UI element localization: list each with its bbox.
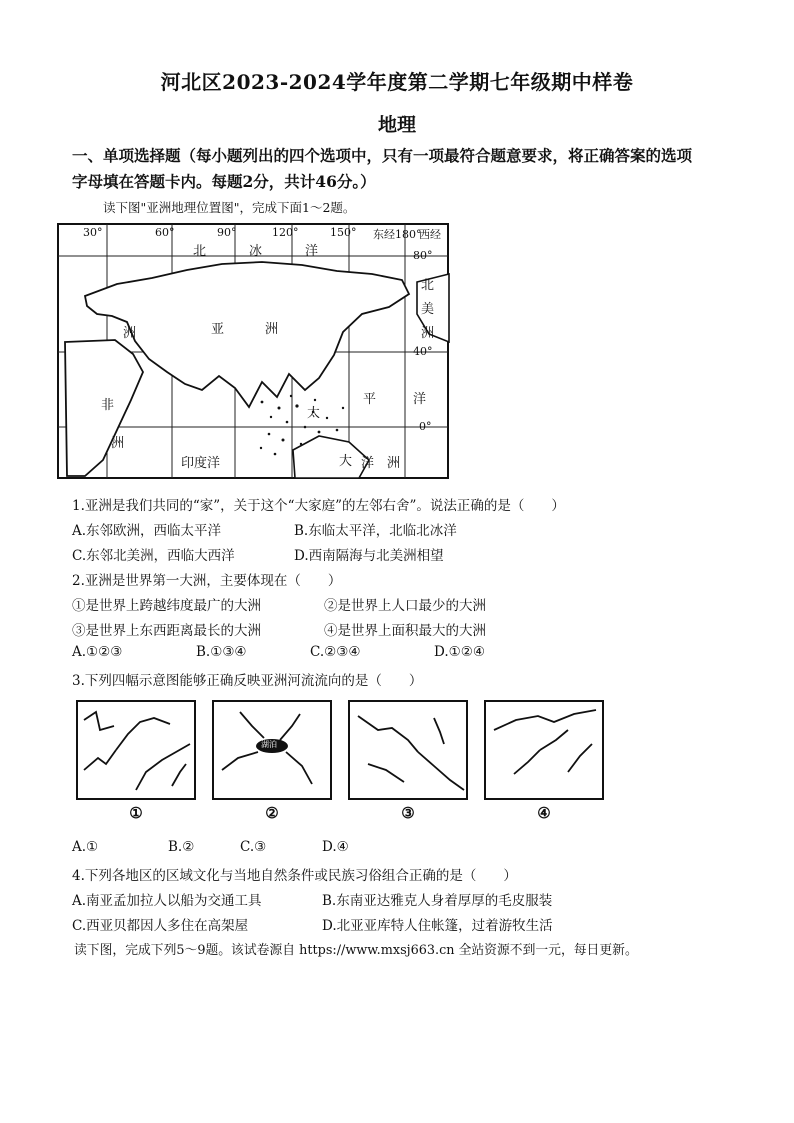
- subject-title: 地理: [377, 114, 416, 136]
- label-asia-2: 洲: [265, 322, 279, 337]
- label-na-2: 美: [421, 302, 435, 317]
- lon-label-60: 60°: [155, 226, 175, 239]
- lon-label-150: 150°: [330, 226, 357, 239]
- river-diagram-2: [212, 700, 332, 800]
- q3-option-d: D.④: [322, 839, 349, 855]
- q2-option-a: A.①②③: [72, 644, 123, 660]
- label-indian-ocean: 印度洋: [181, 456, 221, 471]
- figure-label-3: ③: [401, 804, 415, 822]
- q2-statement-4: ④是世界上面积最大的大洲: [324, 623, 486, 639]
- q2-option-c: C.②③④: [310, 644, 361, 660]
- q1-option-c: C.东邻北美洲，西临大西洋: [72, 548, 235, 564]
- q4-option-d: D.北亚亚库特人住帐篷，过着游牧生活: [322, 918, 553, 934]
- q2-statement-2: ②是世界上人口最少的大洲: [324, 598, 486, 614]
- page-title: 河北区2023-2024学年度第二学期七年级期中样卷: [160, 70, 634, 94]
- label-pacific-1: 太: [307, 406, 321, 421]
- q1-option-d: D.西南隔海与北美洲相望: [294, 548, 444, 564]
- footer-note: 读下图，完成下列5～9题。该试卷源自 https://www.mxsj663.cn 全站资源不到一元，每日更新。: [74, 943, 638, 958]
- q4-option-b: B.东南亚达雅克人身着厚厚的毛皮服装: [322, 893, 553, 909]
- q3-option-b: B.②: [168, 839, 195, 855]
- section-heading-line1: 一、单项选择题（每小题列出的四个选项中，只有一项最符合题意要求，将正确答案的选项: [72, 146, 693, 165]
- figure-label-4: ④: [537, 804, 551, 822]
- label-arctic-1: 北: [193, 244, 207, 259]
- label-oceania-3: 洲: [387, 456, 401, 471]
- label-pacific-2: 平: [363, 392, 377, 407]
- q1-option-b: B.东临太平洋，北临北冰洋: [294, 523, 457, 539]
- q3-option-c: C.③: [240, 839, 267, 855]
- q2-option-d: D.①②④: [434, 644, 485, 660]
- q1-stem: 1.亚洲是我们共同的“家”，关于这个“大家庭”的左邻右舍”。说法正确的是（ ）: [72, 498, 565, 514]
- river-diagram-1: [76, 700, 196, 800]
- label-asia-1: 亚: [211, 322, 225, 337]
- lake-label: 湖泊: [261, 740, 277, 749]
- q4-option-a: A.南亚孟加拉人以船为交通工具: [72, 893, 262, 909]
- lon-label-180: 东经180°: [373, 228, 422, 241]
- label-arctic-3: 洋: [305, 244, 319, 259]
- section-heading-line2: 字母填在答题卡内。每题2分，共计46分。）: [72, 172, 376, 191]
- lon-label-120: 120°: [272, 226, 299, 239]
- intro-q1-2: 读下图"亚洲地理位置图"，完成下面1～2题。: [103, 200, 356, 215]
- q4-stem: 4.下列各地区的区域文化与当地自然条件或民族习俗组合正确的是（ ）: [72, 868, 517, 884]
- label-oceania-1: 大: [339, 454, 353, 469]
- lat-label-40: 40°: [413, 345, 433, 358]
- lon-label-30: 30°: [83, 226, 103, 239]
- label-na-3: 洲: [421, 326, 435, 341]
- q4-option-c: C.西亚贝都因人多住在高架屋: [72, 918, 249, 934]
- label-na-1: 北: [421, 278, 435, 293]
- q3-option-a: A.①: [72, 839, 99, 855]
- label-pacific-3: 洋: [413, 392, 427, 407]
- river-diagram-3: [348, 700, 468, 800]
- figure-label-1: ①: [129, 804, 143, 822]
- label-oceania-2: 洋: [361, 456, 375, 471]
- q2-stem: 2.亚洲是世界第一大洲，主要体现在（ ）: [72, 573, 342, 589]
- lon-label-west: 西经: [419, 228, 441, 241]
- river-diagram-4: [484, 700, 604, 800]
- q3-stem: 3.下列四幅示意图能够正确反映亚洲河流流向的是（ ）: [72, 673, 423, 689]
- label-arctic-2: 冰: [249, 244, 263, 259]
- q1-option-a: A.东邻欧洲，西临太平洋: [72, 523, 222, 539]
- label-africa-2: 洲: [111, 436, 125, 451]
- figure-label-2: ②: [265, 804, 279, 822]
- q2-option-b: B.①③④: [196, 644, 247, 660]
- lat-label-0: 0°: [419, 420, 432, 433]
- lon-label-90: 90°: [217, 226, 237, 239]
- label-europe: 洲: [123, 326, 137, 341]
- q2-statement-1: ①是世界上跨越纬度最广的大洲: [72, 598, 261, 614]
- river-diagrams: [76, 700, 606, 826]
- asia-location-map: [57, 222, 450, 480]
- q2-statement-3: ③是世界上东西距离最长的大洲: [72, 623, 261, 639]
- lat-label-80: 80°: [413, 249, 433, 262]
- label-africa-1: 非: [101, 398, 115, 413]
